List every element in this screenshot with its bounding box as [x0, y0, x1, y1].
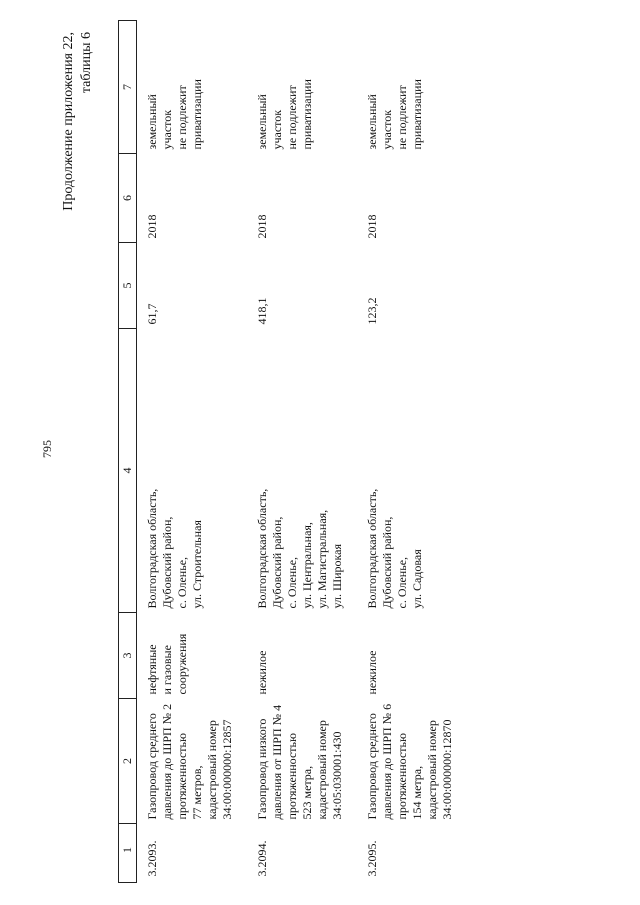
object-address-line: ул. Садовая	[410, 549, 424, 609]
object-address-cell	[249, 329, 359, 613]
column-number: 4	[119, 329, 137, 613]
object-year-cell	[137, 154, 250, 243]
object-name-line: 34:00:000000:12870	[440, 719, 454, 820]
object-name-line: кадастровый номер	[425, 720, 439, 820]
object-note-line: участок	[380, 109, 394, 150]
object-name-line: протяженностью	[175, 733, 189, 820]
object-note-line: не подлежит	[395, 85, 409, 150]
row-number: 3.2094.	[255, 840, 269, 877]
column-number: 2	[119, 699, 137, 824]
object-name-cell	[359, 699, 469, 824]
object-address-line: Дубовский район,	[380, 516, 394, 609]
table-body	[137, 21, 470, 883]
object-name-line: давления от ШРП № 4	[270, 704, 284, 820]
object-note-cell	[137, 21, 250, 154]
object-area-cell	[137, 243, 250, 329]
object-type-line: сооружения	[175, 633, 189, 695]
object-note-line: приватизации	[410, 79, 424, 150]
object-type-cell	[249, 613, 359, 699]
object-area: 61,7	[145, 303, 159, 325]
column-number: 1	[119, 824, 137, 883]
object-area-cell	[249, 243, 359, 329]
object-area: 418,1	[255, 297, 269, 325]
table-row	[359, 21, 469, 883]
object-name-line: протяженностью	[395, 733, 409, 820]
object-area-cell	[359, 243, 469, 329]
object-name-line: Газопровод среднего	[145, 713, 159, 820]
object-address-line: ул. Центральная,	[300, 522, 314, 609]
object-address-line: ул. Широкая	[330, 544, 344, 609]
object-address-line: Дубовский район,	[270, 516, 284, 609]
column-number-row	[119, 21, 137, 883]
object-year-cell	[359, 154, 469, 243]
row-number: 3.2093.	[145, 840, 159, 877]
object-address-line: ул. Строительная	[190, 520, 204, 609]
object-type-cell	[137, 613, 250, 699]
object-note-line: земельный	[365, 94, 379, 150]
row-number-cell	[137, 824, 250, 883]
object-type-cell	[359, 613, 469, 699]
object-name-line: Газопровод низкого	[255, 718, 269, 820]
object-name-line: 154 метра,	[410, 765, 424, 820]
object-name-line: протяженностью	[285, 733, 299, 820]
object-year-cell	[249, 154, 359, 243]
object-address-line: Волгоградская область,	[145, 488, 159, 609]
continuation-line: таблицы 6	[79, 32, 94, 94]
object-note-line: земельный	[145, 94, 159, 150]
object-address-line: Волгоградская область,	[365, 488, 379, 609]
object-name-line: кадастровый номер	[315, 720, 329, 820]
row-number: 3.2095.	[365, 840, 379, 877]
object-note-cell	[249, 21, 359, 154]
object-name-line: кадастровый номер	[205, 720, 219, 820]
column-number: 7	[119, 21, 137, 154]
object-name-line: давления до ШРП № 6	[380, 703, 394, 820]
object-address-line: с. Оленье,	[395, 556, 409, 609]
column-number: 6	[119, 154, 137, 243]
object-name-line: давления до ШРП № 2	[160, 703, 174, 820]
table-row	[137, 21, 250, 883]
table-row	[249, 21, 359, 883]
object-note-line: не подлежит	[285, 85, 299, 150]
object-name-line: Газопровод среднего	[365, 713, 379, 820]
object-address-cell	[137, 329, 250, 613]
column-number: 5	[119, 243, 137, 329]
object-name-cell	[249, 699, 359, 824]
object-address-line: с. Оленье,	[285, 556, 299, 609]
column-number: 3	[119, 613, 137, 699]
object-name-cell	[137, 699, 250, 824]
object-name-line: 34:05:030001:430	[330, 731, 344, 820]
object-address-cell	[359, 329, 469, 613]
object-area: 123,2	[365, 297, 379, 325]
row-number-cell	[249, 824, 359, 883]
object-year: 2018	[145, 214, 159, 239]
row-number-cell	[359, 824, 469, 883]
object-name-line: 77 метров,	[190, 765, 204, 820]
object-type-line: и газовые	[160, 645, 174, 695]
object-year: 2018	[365, 214, 379, 239]
object-address-line: с. Оленье,	[175, 556, 189, 609]
object-note-cell	[359, 21, 469, 154]
object-name-line: 34:00:000000:12857	[220, 719, 234, 820]
object-note-line: участок	[270, 109, 284, 150]
object-address-line: Дубовский район,	[160, 516, 174, 609]
object-year: 2018	[255, 214, 269, 239]
object-type-line: нефтяные	[145, 644, 159, 695]
object-type-line: нежилое	[365, 650, 379, 695]
object-address-line: ул. Магистральная,	[315, 509, 329, 609]
page-number: 795	[40, 440, 54, 458]
object-note-line: приватизации	[190, 79, 204, 150]
object-address-line: Волгоградская область,	[255, 488, 269, 609]
object-name-line: 523 метра,	[300, 765, 314, 820]
object-note-line: приватизации	[300, 79, 314, 150]
object-type-line: нежилое	[255, 650, 269, 695]
continuation-line: Продолжение приложения 22,	[61, 32, 76, 211]
property-table	[118, 20, 469, 883]
continuation-note	[60, 32, 96, 237]
object-note-line: земельный	[255, 94, 269, 150]
object-note-line: не подлежит	[175, 85, 189, 150]
object-note-line: участок	[160, 109, 174, 150]
